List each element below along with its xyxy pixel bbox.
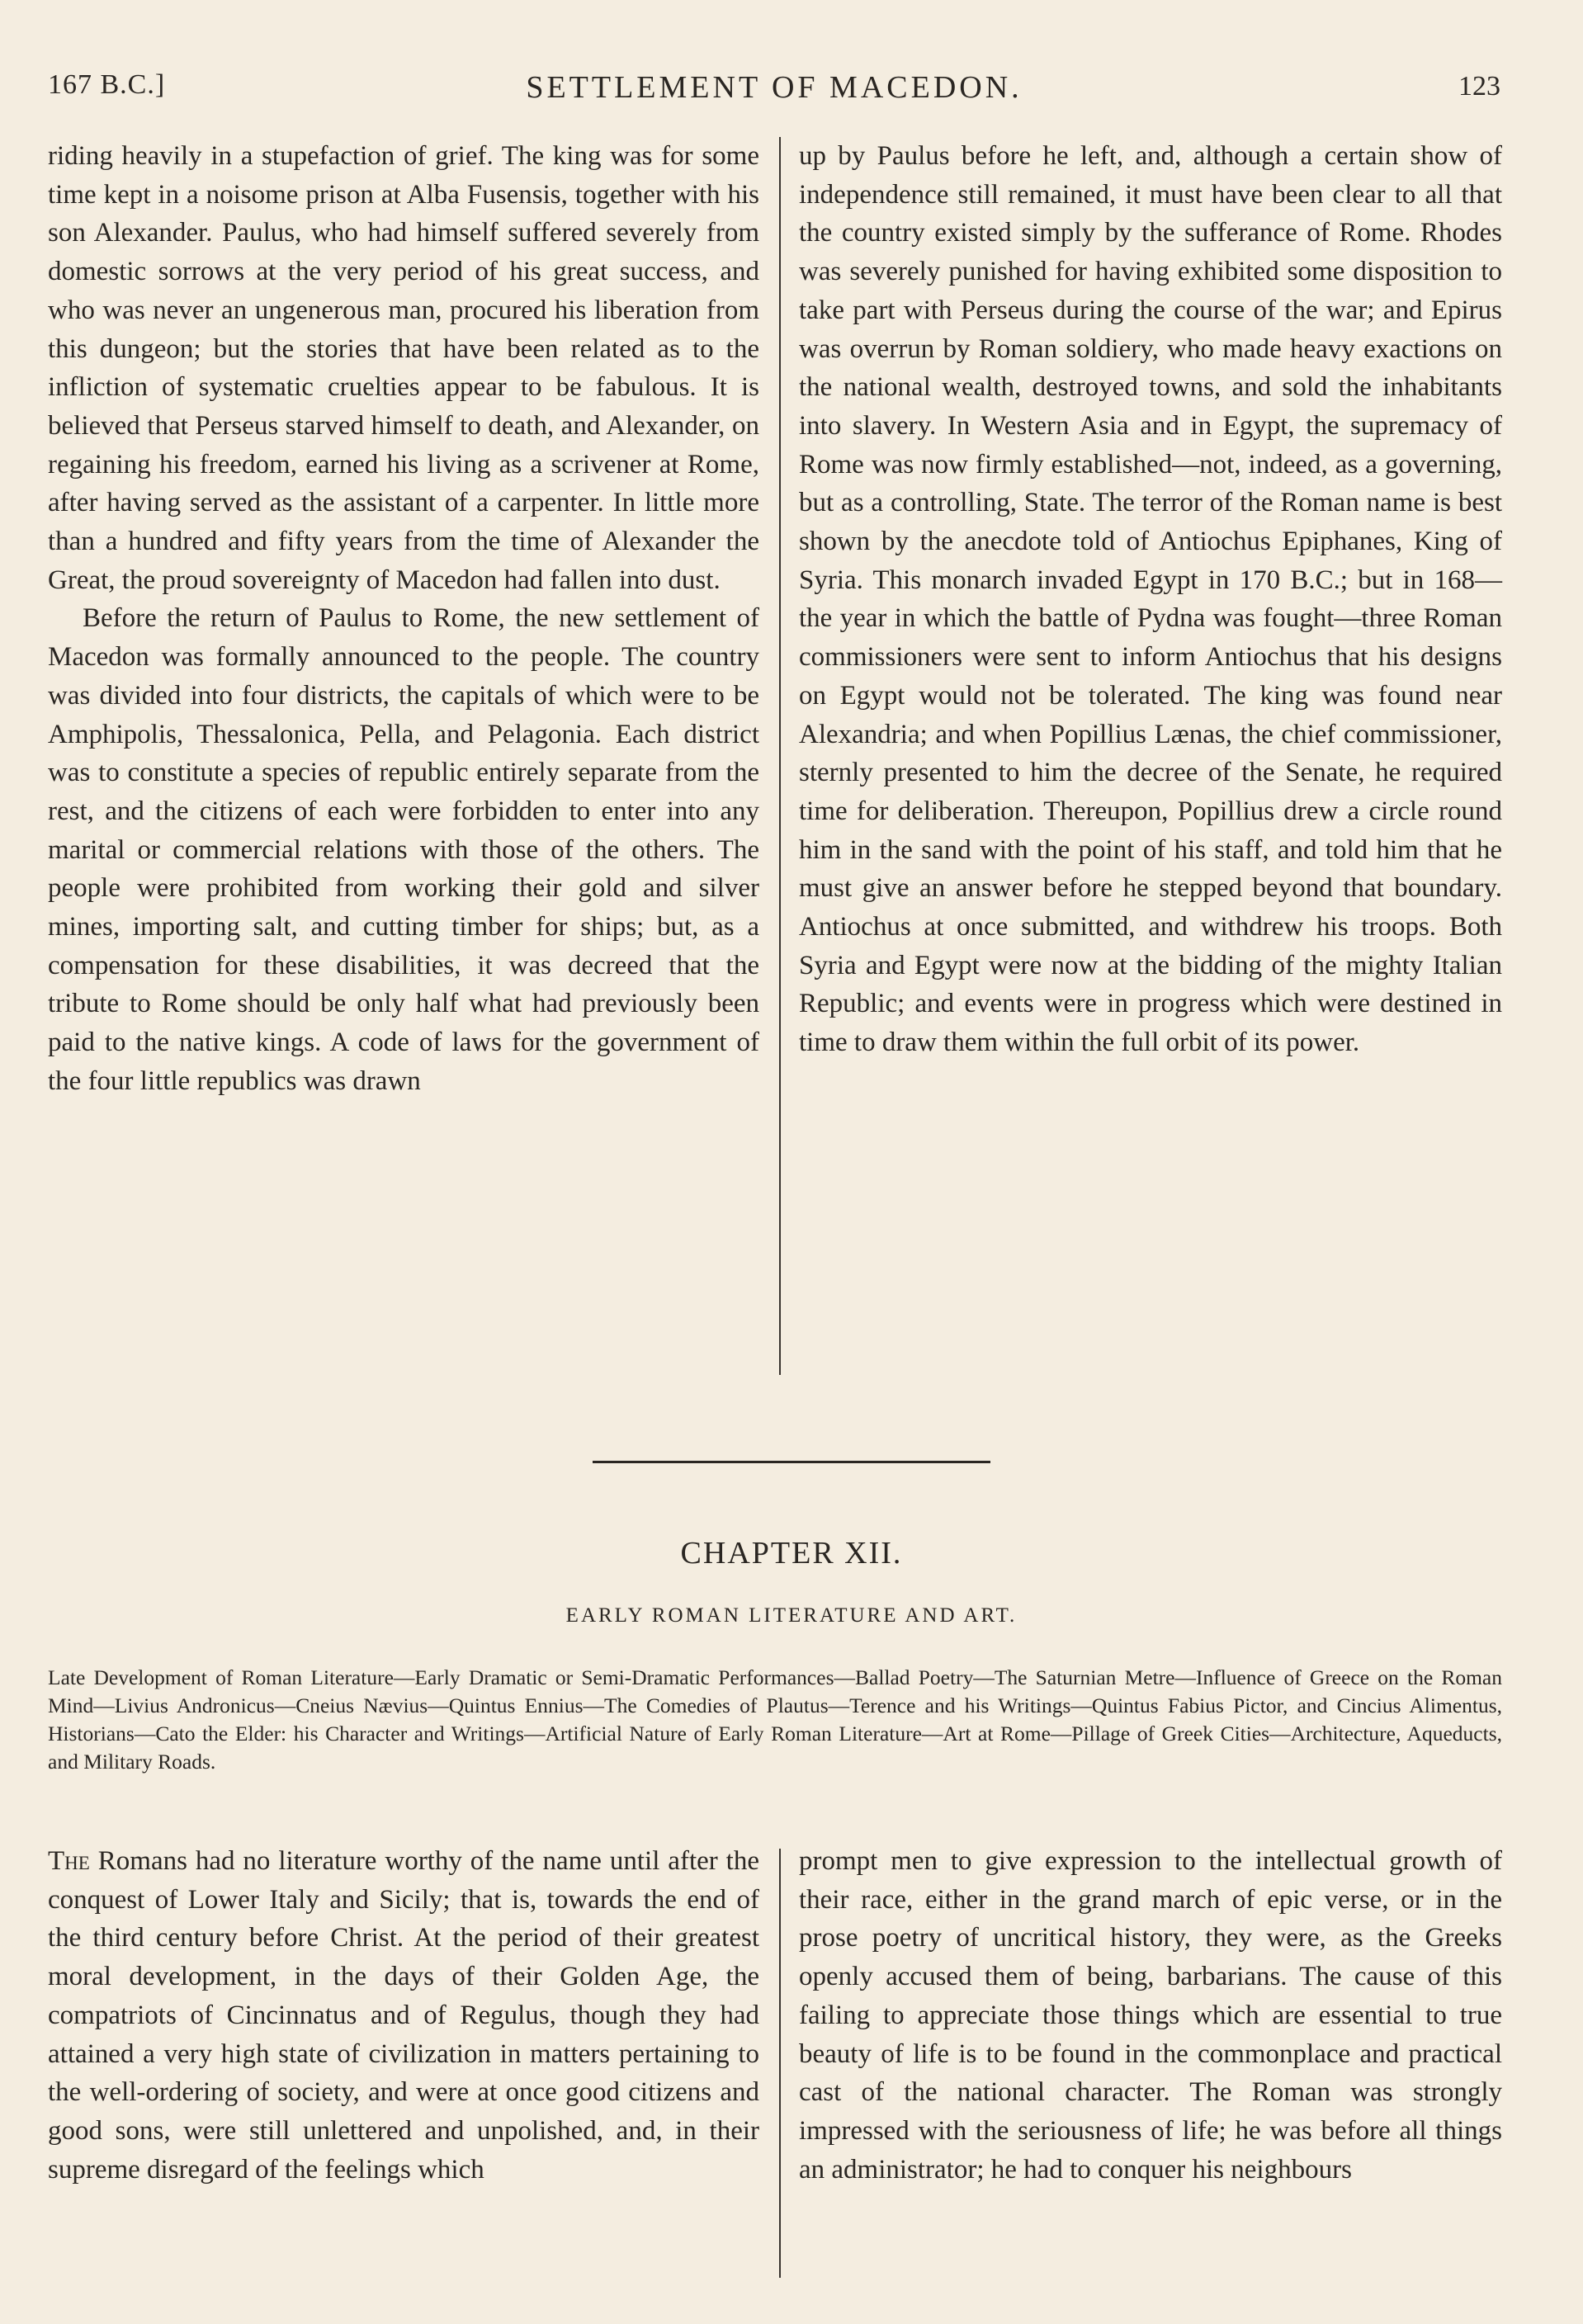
- running-header: [48, 64, 1500, 114]
- section-rule: [593, 1461, 990, 1463]
- paragraph: up by Paulus before he left, and, although a certain show of independence still remained, it must have been clear to all that the country existed simply by the sufferance of Rome. Rhodes was severely punished for having exhibited some disposition to take part with Perseus during the course of the war; and Epirus was overrun by Roman soldiery, who made heavy exactions on the national wealth, destroyed towns, and sold the inhabitants into slavery. In Western Asia and in Egypt, the supremacy of Rome was now firmly established—not, indeed, as a governing, but as a controlling, State. The terror of the Roman name is best shown by the anecdote told of Antiochus Epiphanes, King of Syria. This monarch invaded Egypt in 170 B.C.; but in 168—the year in which the battle of Pydna was fought—three Roman commissioners were sent to inform Antiochus that his designs on Egypt would not be tolerated. The king was found near Alexandria; and when Popillius Lænas, the chief commissioner, sternly presented to him the decree of the Senate, he required time for deliberation. Thereupon, Popillius drew a circle round him in the sand with the point of his staff, and told him that he must give an answer before he stepped beyond that boundary. Antiochus at once submitted, and withdrew his troops. Both Syria and Egypt were now at the bidding of the mighty Italian Republic; and events were in progress which were destined in time to draw them within the full orbit of its power.: [799, 141, 1502, 1058]
- column-divider: [779, 1849, 781, 2278]
- top-right-column: [799, 137, 1502, 1062]
- paragraph: [48, 1842, 759, 2189]
- top-left-column: [48, 137, 759, 1101]
- bottom-right-column: [799, 1842, 1502, 2189]
- chapter-subtitle: EARLY ROMAN LITERATURE AND ART.: [565, 1604, 1018, 1627]
- page-number: 123: [1458, 71, 1500, 102]
- header-title: SETTLEMENT OF MACEDON.: [526, 70, 1023, 105]
- chapter-heading: CHAPTER XII.: [680, 1536, 903, 1571]
- paragraph: prompt men to give expression to the intellectual growth of their race, either in the grand march of epic verse, or in the prose poetry of uncritical history, they were, as the Greeks openly accused them of being, barbarians. The cause of this failing to appreciate those things which are essential to true beauty of life is to be found in the commonplace and practical cast of the national character. The Roman was strongly impressed with the seriousness of life; he was before all things an administrator; he had to conquer his neighbours: [799, 1846, 1502, 2185]
- paragraph: riding heavily in a stupefaction of grief. The king was for some time kept in a noisome prison at Alba Fusensis, together with his son Alexander. Paulus, who had himself suffered severely from domestic sorrows at the very period of his great success, and who was never an ungenerous man, procured his liberation from this dungeon; but the stories that have been related as to the infliction of systematic cruelties appear to be fabulous. It is believed that Perseus starved himself to death, and Alexander, on regaining his freedom, earned his living as a scrivener at Rome, after having served as the assistant of a carpenter. In little more than a hundred and fifty years from the time of Alexander the Great, the proud sovereignty of Macedon had fallen into dust.: [48, 141, 759, 595]
- paragraph: Before the return of Paulus to Rome, the new settlement of Macedon was formally announced to the people. The country was divided into four districts, the capitals of which were to be Amphipolis, Thessalonica, Pella, and Pelagonia. Each district was to constitute a species of republic entirely separate from the rest, and the citizens of each were forbidden to enter into any marital or commercial relations with those of the others. The people were prohibited from working their gold and silver mines, importing salt, and cutting timber for ships; but, as a compensation for these disabilities, it was decreed that the tribute to Rome should be only half what had previously been paid to the native kings. A code of laws for the government of the four little republics was drawn: [48, 603, 759, 1096]
- header-date: 167 B.C.]: [48, 69, 166, 100]
- paragraph-text: Romans had no literature worthy of the name until after the conquest of Lower Italy and Sicily; that is, towards the end of the third century before Christ. At the period of their greatest moral development, in the days of their Golden Age, the compatriots of Cincinnatus and of Regulus, though they had attained a very high state of civilization in matters pertaining to the well-ordering of society, and were at once good citizens and good sons, were still unlettered and unpolished, and, in their supreme disregard of the feelings which: [48, 1846, 759, 2185]
- opening-word: The: [48, 1846, 90, 1876]
- bottom-left-column: [48, 1842, 759, 2189]
- chapter-summary: Late Development of Roman Literature—Early Dramatic or Semi-Dramatic Performances—Ballad Poetry—The Saturnian Metre—Influence of Greece on the Roman Mind—Livius Andronicus—Cneius Nævius—Quintus Ennius—The Comedies of Plautus—Terence and his Writings—Quintus Fabius Pictor, and Cincius Alimentus, Historians—Cato the Elder: his Character and Writings—Artificial Nature of Early Roman Literature—Art at Rome—Pillage of Greek Cities—Architecture, Aqueducts, and Military Roads.: [48, 1665, 1502, 1774]
- column-divider: [779, 137, 781, 1375]
